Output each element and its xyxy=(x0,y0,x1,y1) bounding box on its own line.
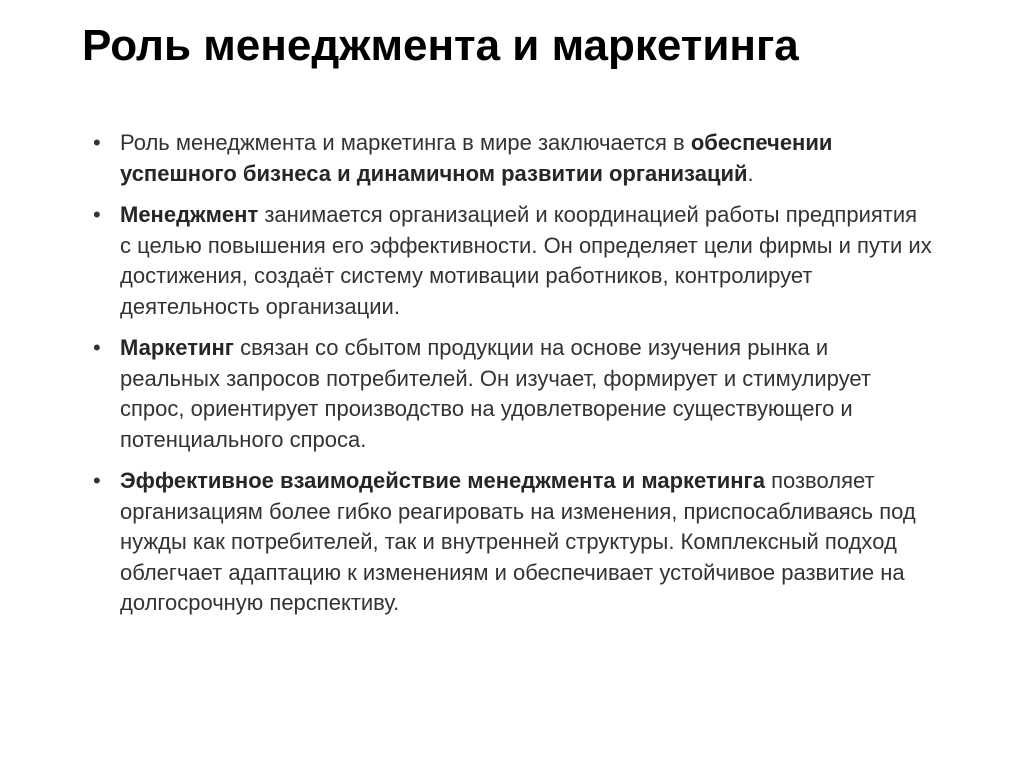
bullet-bold-text: Менеджмент xyxy=(120,202,259,227)
bullet-icon: • xyxy=(93,202,101,227)
bullet-text: занимается организацией и координацией работы предприятия с целью повышения его эффективности. Он определяет цели фирмы и пути их достижения, создаёт систему мотивации работников, контролирует деятельность организации. xyxy=(120,202,932,319)
bullet-text: . xyxy=(747,160,754,186)
bullet-icon: • xyxy=(93,335,101,360)
bullet-list xyxy=(93,128,933,630)
bullet-bold-text: обеспечении успешного бизнеса и динамичном развитии организаций xyxy=(120,130,833,186)
bullet-text: позволяет организациям более гибко реагировать на изменения, приспосабливаясь под нужды как потребителей, так и внутренней структуры. Комплексный подход облегчает адаптацию к изменениям и обеспечивает устойчивое развитие на долгосрочную перспективу. xyxy=(120,468,916,615)
slide-title: Роль менеджмента и маркетинга xyxy=(82,21,799,70)
bullet-bold-text: Эффективное взаимодействие менеджмента и маркетинга xyxy=(120,468,765,493)
bullet-text: связан со сбытом продукции на основе изучения рынка и реальных запросов потребителей. Он изучает, формирует и стимулирует спрос, ориентирует производство на удовлетворение существующего и потенциального спроса. xyxy=(120,335,871,452)
bullet-text: Роль менеджмента и маркетинга в мире заключается в xyxy=(120,130,691,155)
bullet-item-management xyxy=(93,200,933,322)
bullet-icon: • xyxy=(93,130,101,155)
bullet-icon: • xyxy=(93,468,101,493)
bullet-item-marketing xyxy=(93,333,933,455)
bullet-item-interaction xyxy=(93,466,933,619)
bullet-item-role xyxy=(93,128,933,189)
bullet-bold-text: Маркетинг xyxy=(120,335,234,360)
